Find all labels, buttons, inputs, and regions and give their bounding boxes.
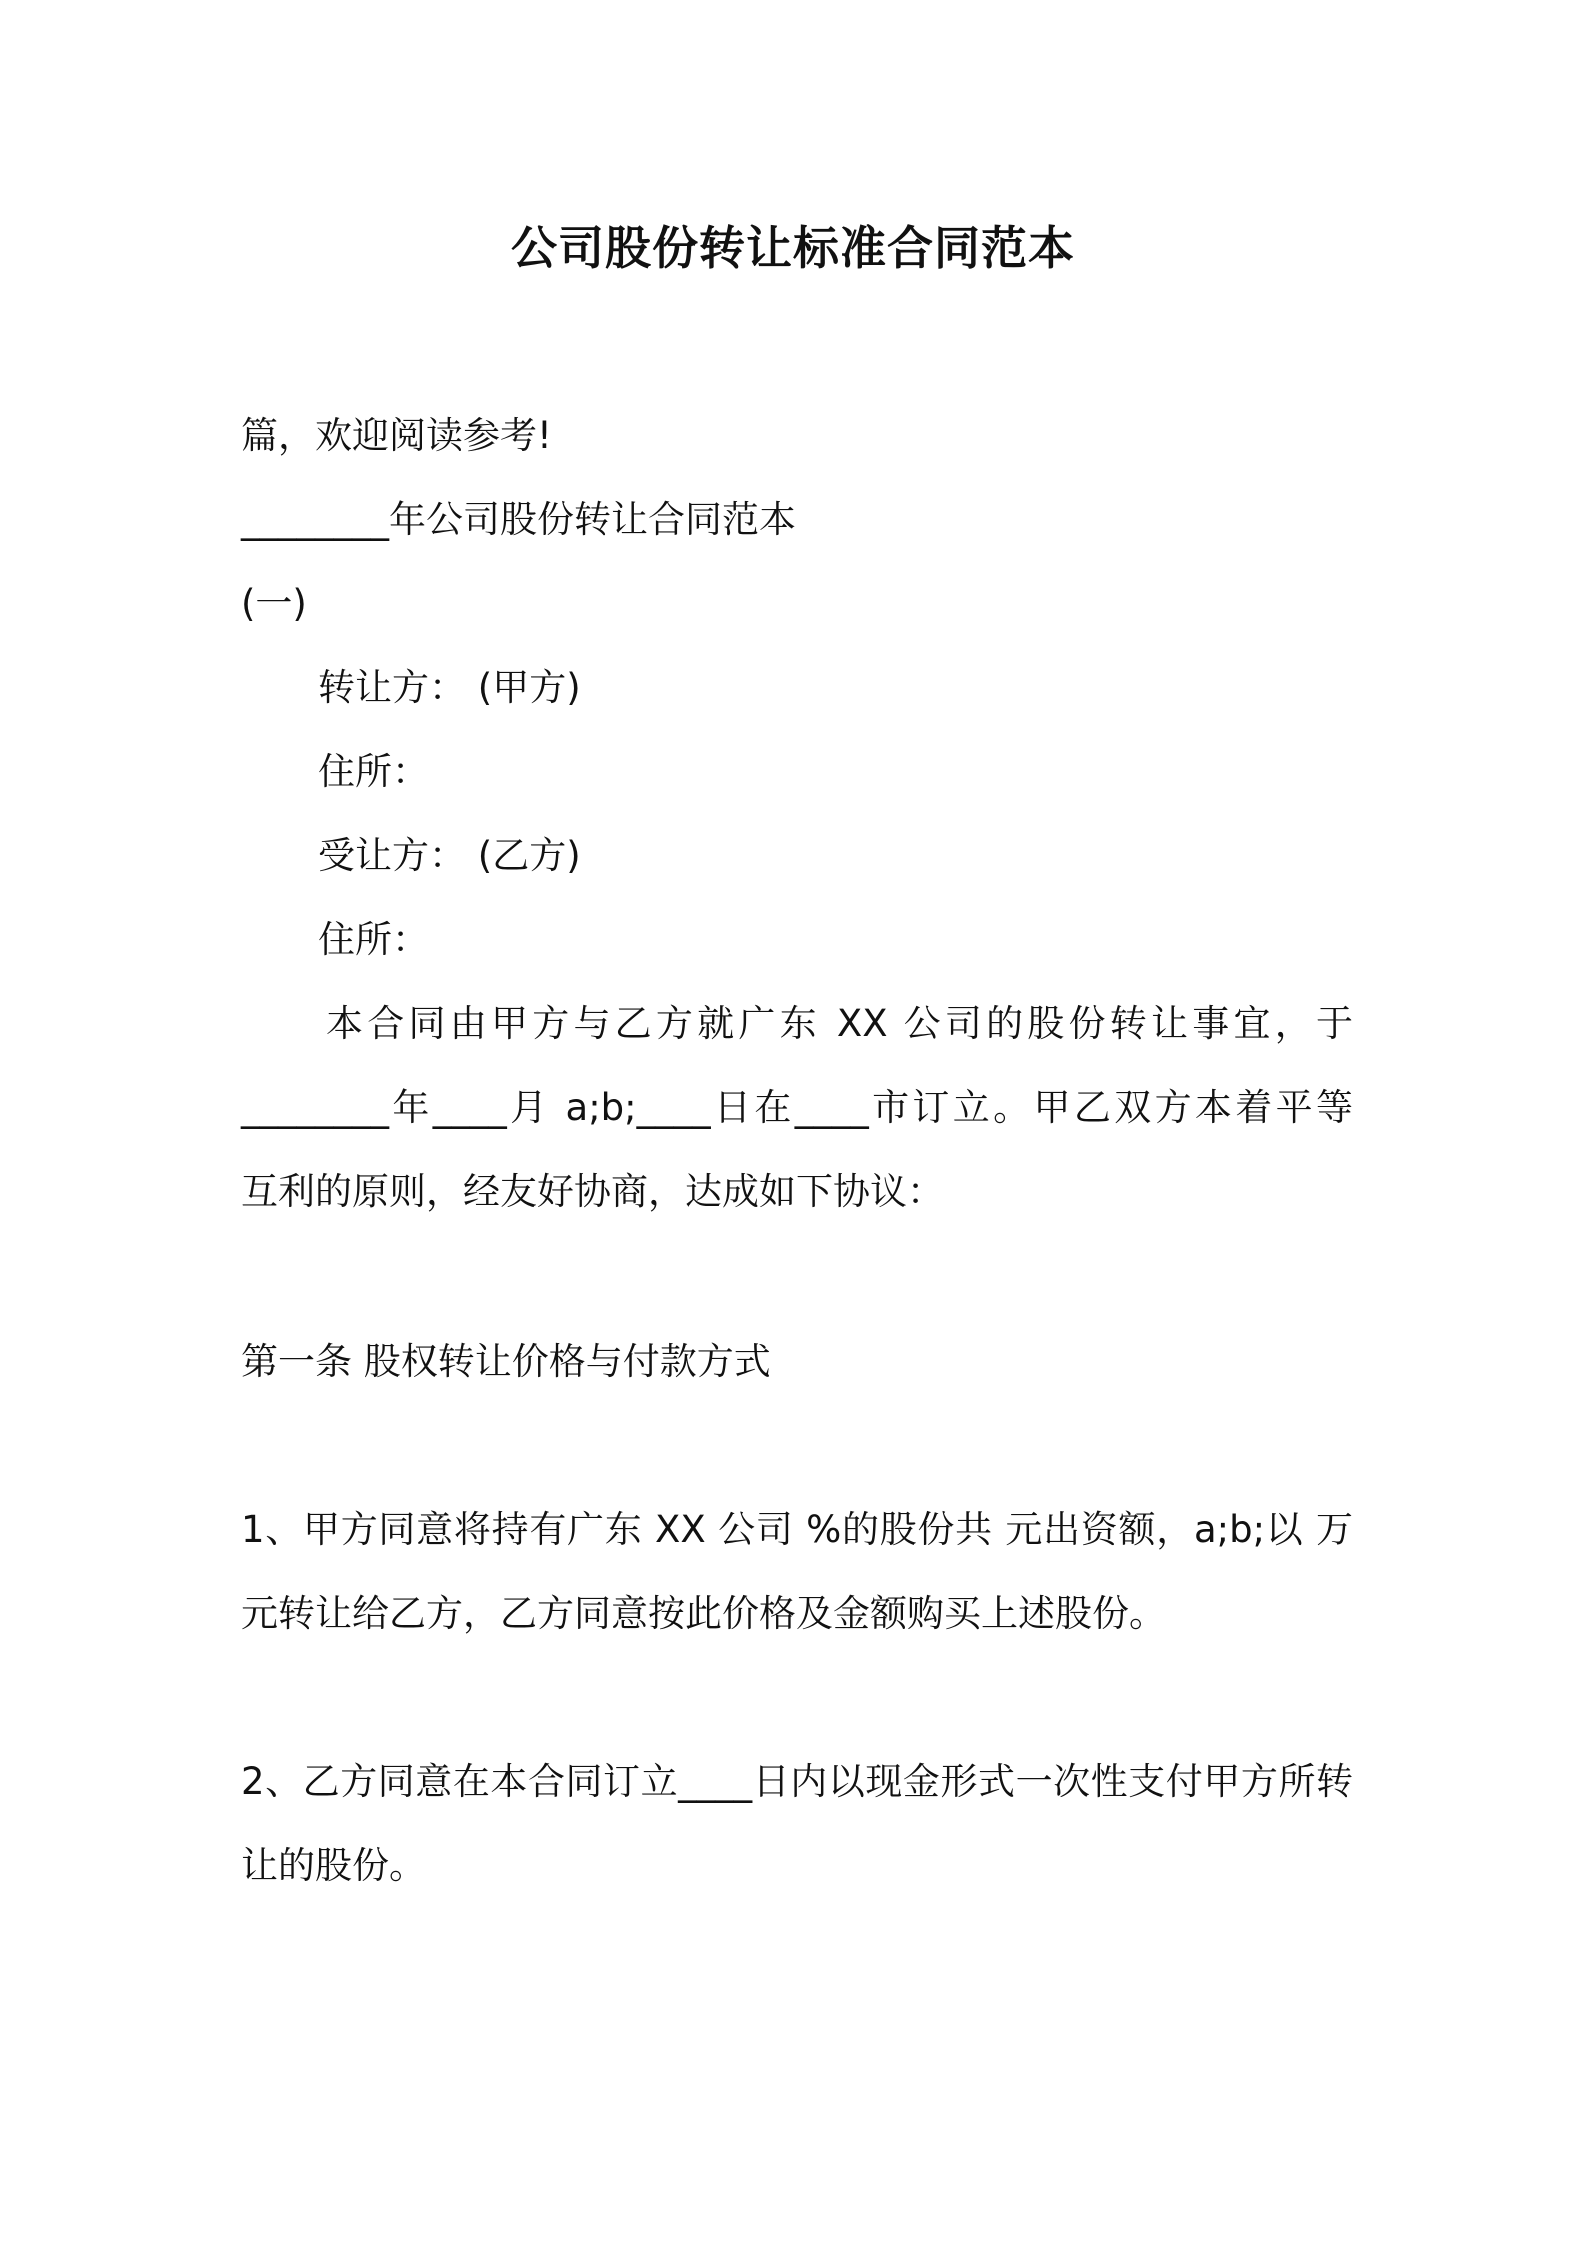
preamble-line-1: 本合同由甲方与乙方就广东 XX 公司的股份转让事宜，于 (326, 1002, 1353, 1045)
preamble-line-2: ________年____月 a;b;____日在____市订立。甲乙双方本着平等 (241, 1086, 1353, 1129)
transferor-label: 转让方： (甲方) (318, 666, 581, 709)
document-title: 公司股份转让标准合同范本 (511, 221, 1075, 275)
intro-line: 篇，欢迎阅读参考! (241, 414, 552, 457)
article-1-heading: 第一条 股权转让价格与付款方式 (241, 1340, 771, 1383)
clause-2-line-1: 2、乙方同意在本合同订立____日内以现金形式一次性支付甲方所转 (241, 1760, 1353, 1803)
subtitle-line: ________年公司股份转让合同范本 (241, 498, 796, 541)
preamble-line-3: 互利的原则，经友好协商，达成如下协议： (241, 1170, 944, 1213)
section-number: (一) (241, 582, 307, 625)
transferee-address: 住所： (318, 918, 429, 961)
clause-1-line-1: 1、甲方同意将持有广东 XX 公司 %的股份共 元出资额，a;b;以 万 (241, 1508, 1353, 1551)
clause-2-line-2: 让的股份。 (241, 1844, 426, 1887)
transferee-label: 受让方： (乙方) (318, 834, 581, 877)
clause-1-line-2: 元转让给乙方，乙方同意按此价格及金额购买上述股份。 (241, 1592, 1166, 1635)
transferor-address: 住所： (318, 750, 429, 793)
